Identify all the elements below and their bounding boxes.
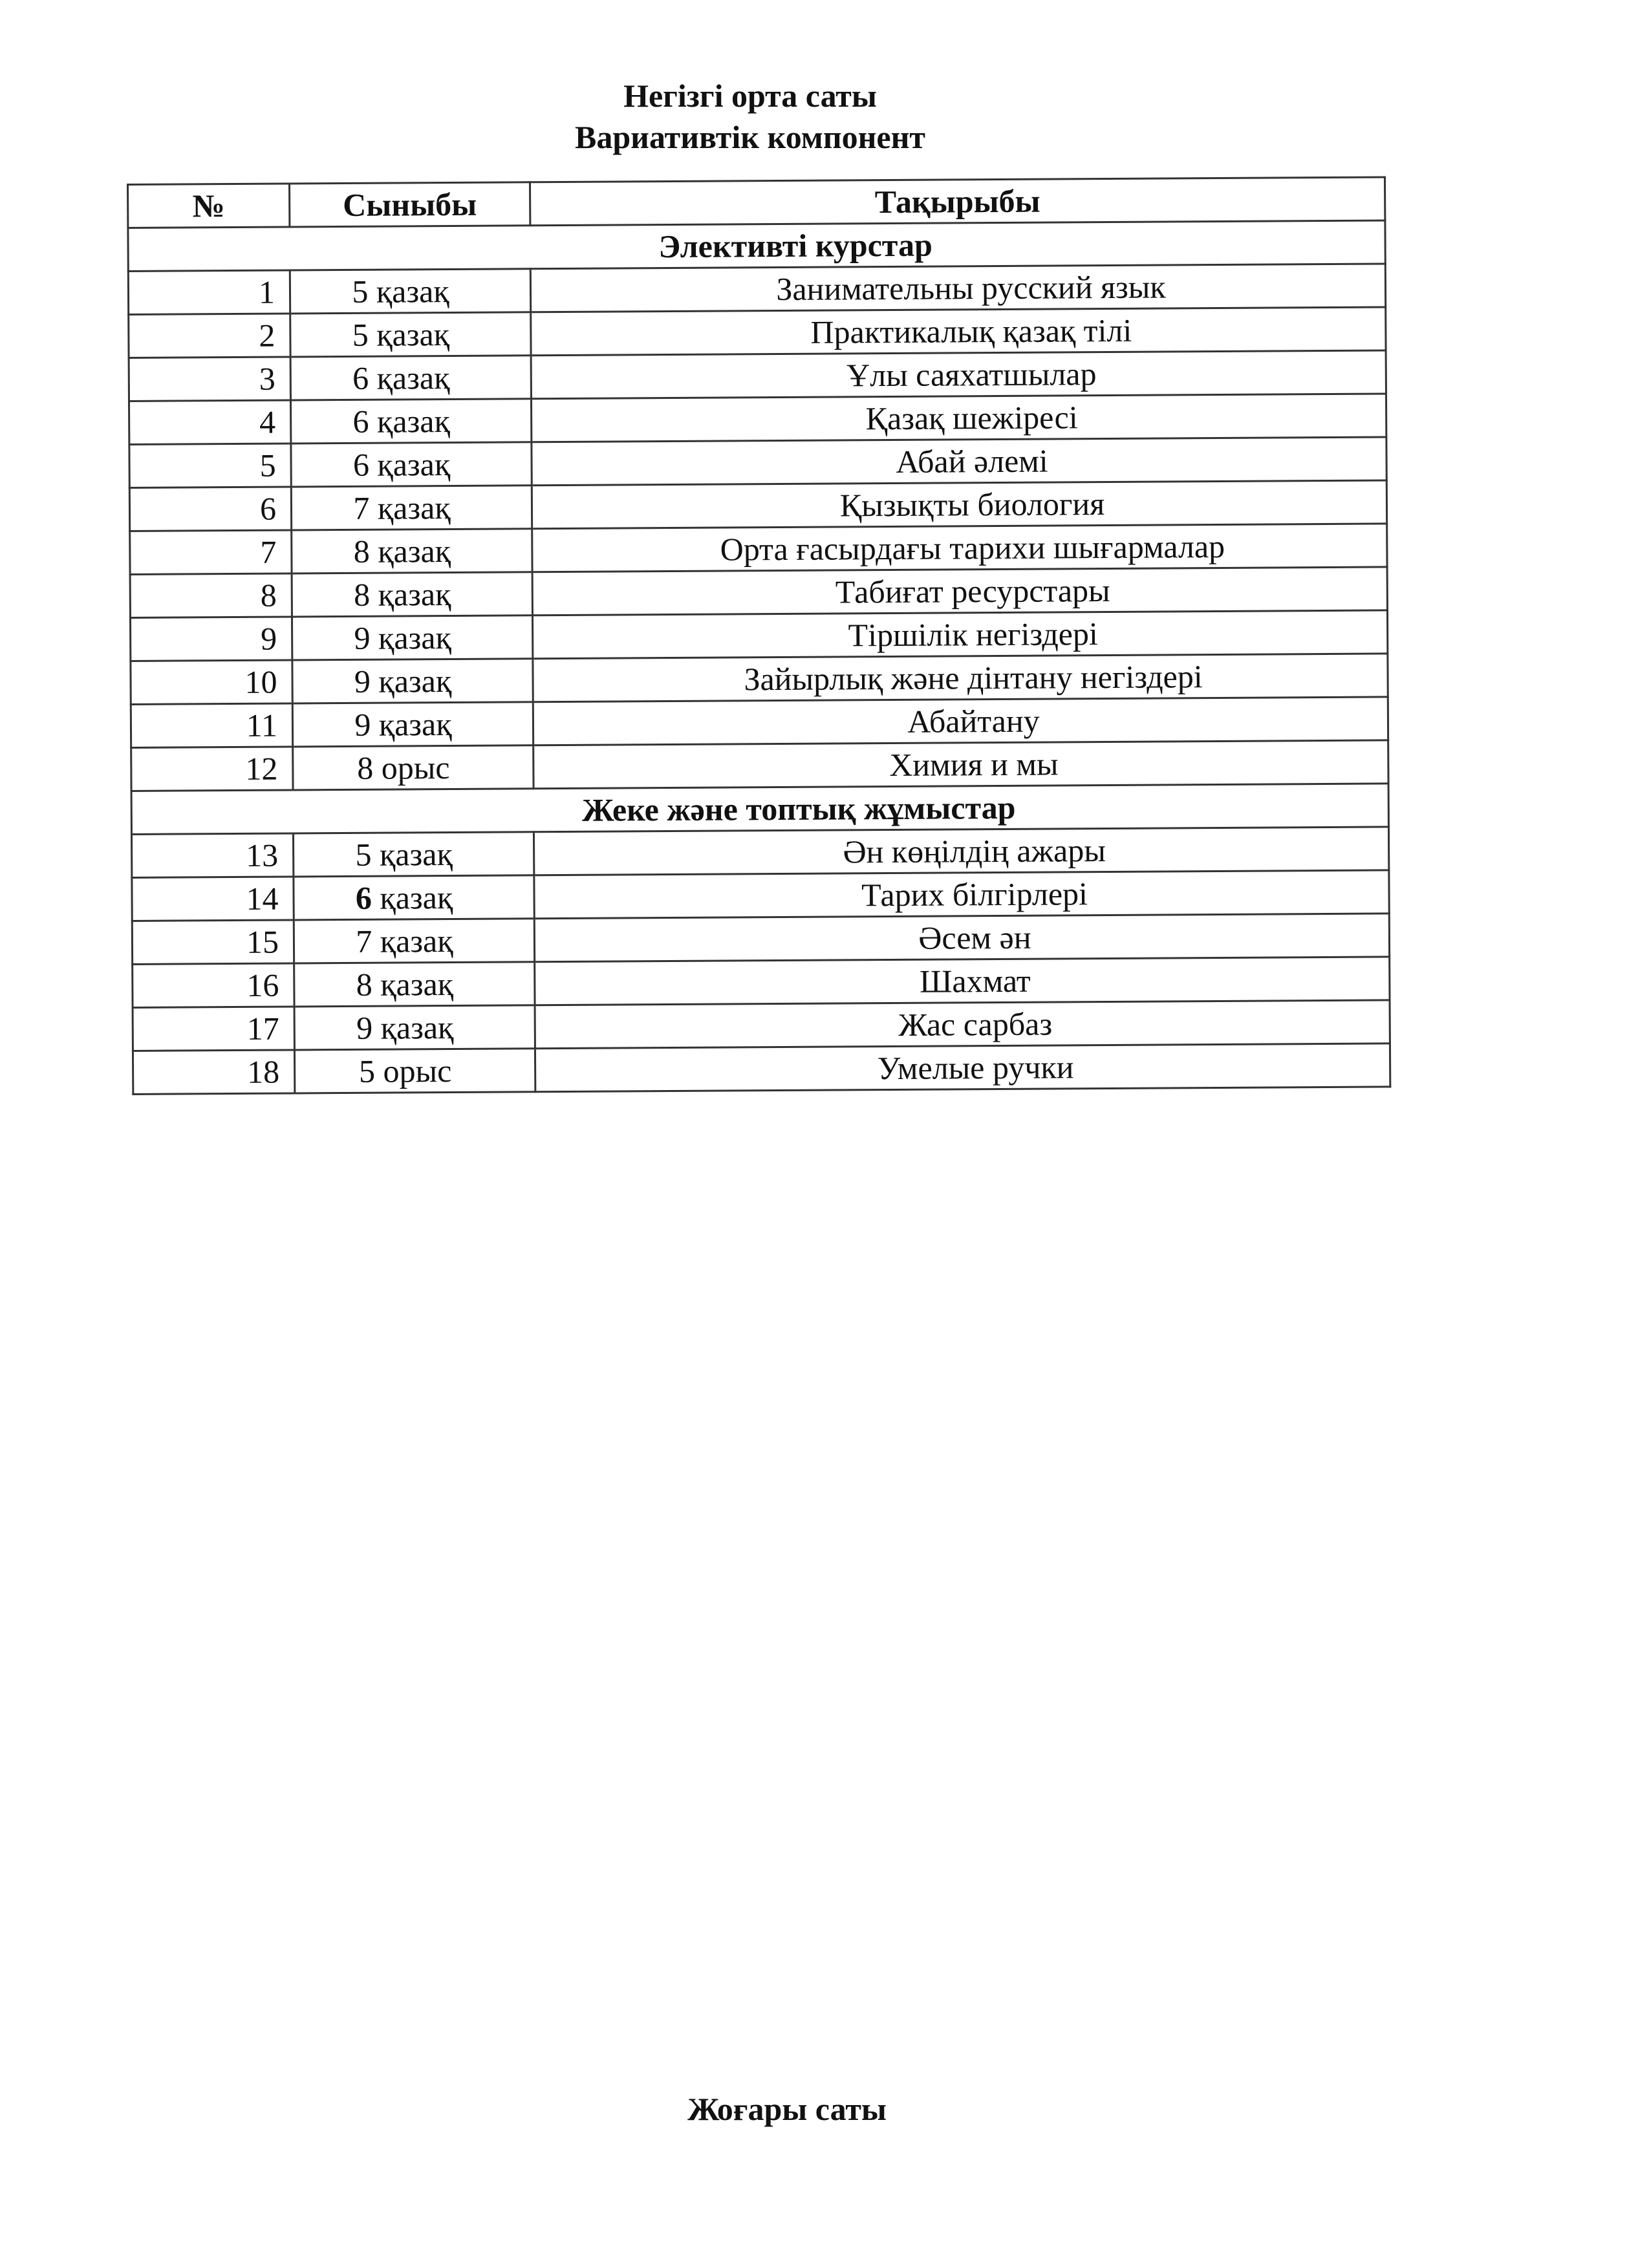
table-row	[131, 697, 1388, 748]
row-number: 11	[131, 703, 292, 747]
table-row	[133, 1000, 1390, 1051]
row-class-rest: қазақ	[371, 879, 453, 916]
row-topic: Химия и мы	[534, 740, 1388, 789]
row-number: 17	[133, 1007, 294, 1051]
row-class: 5 қазақ	[293, 832, 534, 877]
section-title-electives: Элективті курстар	[128, 220, 1385, 272]
row-class: 5 қазақ	[290, 269, 530, 314]
row-topic: Орта ғасырдағы тарихи шығармалар	[532, 524, 1387, 572]
row-class: 7 қазақ	[291, 486, 532, 530]
table-row	[130, 610, 1387, 661]
table-row	[129, 437, 1386, 488]
row-topic: Ән көңілдің ажары	[534, 827, 1388, 875]
page-subtitle: Вариативтік компонент	[575, 119, 925, 155]
table-row	[129, 350, 1386, 401]
row-topic: Практикалық қазақ тілі	[531, 307, 1386, 356]
row-topic: Умелые ручки	[535, 1043, 1390, 1092]
row-class: 9 қазақ	[294, 1005, 535, 1050]
footer-section-title: Жоғары саты	[687, 2091, 887, 2127]
row-class: 6 қазақ	[291, 442, 532, 487]
row-class: 7 қазақ	[294, 919, 534, 963]
row-topic: Ұлы саяхатшылар	[531, 350, 1386, 399]
row-number: 16	[133, 963, 294, 1007]
page-title: Негізгі орта саты	[623, 78, 877, 114]
row-topic: Қазақ шежіресі	[531, 394, 1386, 442]
row-number: 6	[129, 487, 291, 531]
table-row	[130, 567, 1387, 618]
section-row	[131, 784, 1388, 835]
row-class: 9 қазақ	[292, 659, 533, 703]
row-topic: Абай әлемі	[532, 437, 1386, 486]
table-row	[129, 394, 1386, 445]
row-topic: Тарих білгірлері	[534, 870, 1389, 919]
table-row	[130, 524, 1387, 575]
section-title-group-work: Жеке және топтық жұмыстар	[131, 784, 1388, 835]
section-row	[128, 220, 1385, 272]
row-number: 8	[130, 573, 292, 617]
row-class: 8 қазақ	[294, 962, 535, 1007]
table-row	[133, 957, 1390, 1008]
curriculum-table-wrapper	[127, 176, 1389, 1095]
row-number: 3	[129, 357, 290, 401]
row-number: 5	[129, 444, 291, 487]
table-row	[132, 914, 1389, 965]
row-class: 8 қазақ	[292, 572, 532, 617]
row-number: 4	[129, 400, 290, 444]
column-header-number: №	[128, 184, 290, 228]
table-header-row	[128, 177, 1385, 228]
row-topic: Табиғат ресурстары	[532, 567, 1387, 615]
column-header-topic: Тақырыбы	[530, 177, 1385, 226]
table-row	[131, 740, 1388, 791]
row-number: 7	[130, 530, 292, 574]
row-number: 13	[131, 833, 293, 877]
row-number: 2	[129, 314, 290, 358]
row-number: 1	[128, 270, 290, 314]
table-row	[129, 480, 1386, 531]
row-topic: Абайтану	[533, 697, 1388, 745]
row-topic: Жас сарбаз	[535, 1000, 1390, 1049]
row-number: 15	[132, 920, 294, 964]
row-number: 9	[130, 617, 292, 661]
row-topic: Шахмат	[535, 957, 1390, 1005]
row-class: 6 қазақ	[290, 356, 531, 400]
row-number: 10	[131, 660, 292, 704]
row-topic: Тіршілік негіздері	[532, 610, 1387, 659]
row-topic: Қызықты биология	[532, 480, 1386, 529]
row-class: 8 орыс	[293, 745, 534, 790]
table-row	[131, 827, 1388, 878]
row-topic: Занимательны русский язык	[530, 264, 1385, 312]
row-number: 18	[133, 1050, 294, 1094]
row-topic: Зайырлық және дінтану негіздері	[533, 654, 1388, 702]
table-row	[133, 1043, 1390, 1095]
row-topic: Әсем ән	[534, 914, 1389, 962]
row-class-digit: 6	[355, 879, 372, 916]
row-number: 14	[132, 877, 294, 921]
row-class: 6 қазақ	[290, 399, 531, 444]
table-row	[132, 870, 1389, 921]
row-class	[294, 875, 534, 920]
row-class: 5 қазақ	[290, 312, 531, 357]
row-class: 8 қазақ	[292, 529, 532, 573]
row-class: 9 қазақ	[292, 702, 533, 747]
table-row	[131, 654, 1388, 705]
curriculum-table	[127, 176, 1391, 1095]
row-class: 5 орыс	[294, 1049, 535, 1093]
row-number: 12	[131, 747, 293, 791]
table-row	[128, 264, 1385, 315]
row-class: 9 қазақ	[292, 615, 532, 660]
column-header-class: Сыныбы	[290, 182, 530, 227]
table-row	[129, 307, 1386, 358]
